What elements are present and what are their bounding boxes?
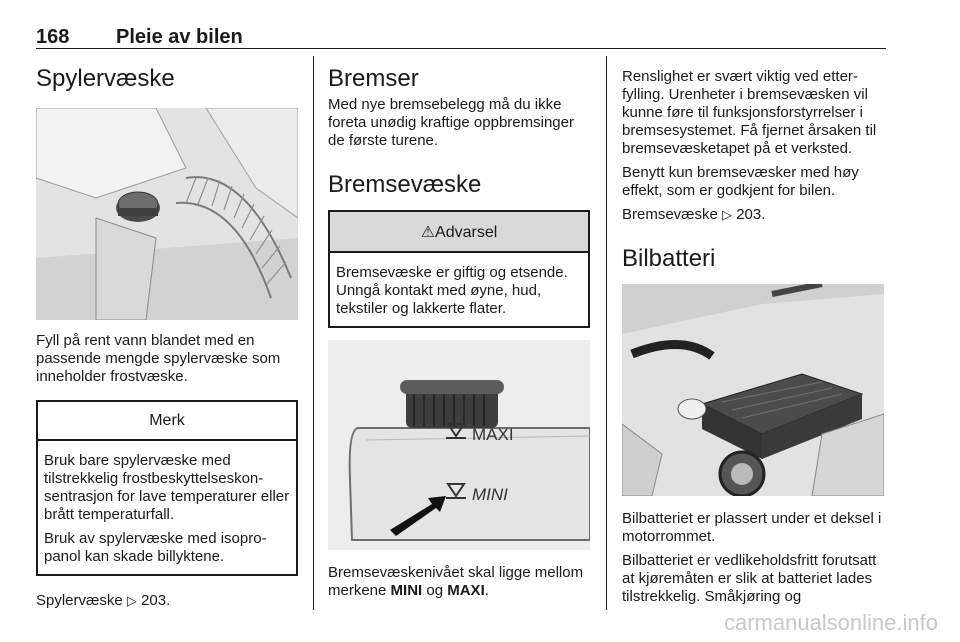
level-end: . <box>484 582 489 599</box>
cross-reference-page: 203. <box>736 206 766 223</box>
battery-maintenance-paragraph: Bilbatteriet er vedlikeholdsfritt forutsatt at kjøremåten er slik at batteriet lades tilstrekkelig. Småkjøring og <box>622 552 877 605</box>
warning-text: Bremsevæske er giftig og etsende. Unngå kontakt med øyne, hud, tekstiler og lakkerte flater. <box>336 264 568 317</box>
page-number: 168 <box>36 26 70 48</box>
warning-title: Advarsel <box>435 224 498 241</box>
battery-compartment-illustration <box>622 284 884 496</box>
battery-location-paragraph: Bilbatteriet er plassert under et deksel i motorrommet. <box>622 510 882 545</box>
running-title: Pleie av bilen <box>116 26 243 48</box>
section-heading-battery: Bilbatteri <box>622 245 716 272</box>
warning-box <box>328 210 590 328</box>
cleanliness-paragraph: Renslighet er svært viktig ved etterfylling. Urenheter i bremsevæsken vil kunne føre til funksjonsforstyrrelser i bremsesystemet. Få fjernet årsaken til bremsevæsketapet på et verksted. <box>622 68 877 157</box>
column-divider <box>606 56 607 610</box>
note-paragraph-1: Bruk bare spylervæske med tilstrekkelig frostbeskyttelseskonsentrasjon for lave temperaturer eller brått temperaturfall. <box>44 452 290 523</box>
level-mini: MINI <box>390 582 423 599</box>
brake-fluid-level-paragraph <box>328 564 590 600</box>
section-heading-washer-fluid: Spylervæske <box>36 65 175 92</box>
column-brakes <box>328 56 590 600</box>
reference-arrow-icon: ▷ <box>126 593 137 608</box>
brake-reservoir-illustration <box>328 340 590 550</box>
cross-reference-brake-fluid <box>622 206 888 224</box>
washer-reservoir-illustration <box>36 108 298 320</box>
header-rule <box>36 48 886 49</box>
level-og: og <box>426 582 444 599</box>
level-text: Bremsevæskenivået skal ligge mellom merkene <box>328 564 584 599</box>
warning-icon: ⚠ <box>420 224 436 241</box>
cross-reference-label: Spylervæske <box>36 592 123 609</box>
note-box <box>36 400 298 576</box>
cross-reference-washer <box>36 592 298 610</box>
note-body <box>38 441 296 574</box>
section-heading-brake-fluid: Bremsevæske <box>328 171 482 198</box>
warning-body <box>330 253 588 326</box>
washer-fluid-paragraph: Fyll på rent vann blandet med en passende mengde spylervæske som inneholder frostvæske. <box>36 332 281 385</box>
column-battery <box>622 56 888 606</box>
mini-label: MINI <box>472 485 508 504</box>
watermark: carmanualsonline.info <box>723 610 938 635</box>
page-header <box>36 26 886 50</box>
approved-fluid-paragraph: Benytt kun bremsevæsker med høy effekt, som er godkjent for bilen. <box>622 164 859 199</box>
battery-image <box>622 284 884 496</box>
brakes-intro-paragraph: Med nye bremsebelegg må du ikke foreta unødig kraftige oppbremsinger de første turene. <box>328 96 574 149</box>
warning-header <box>330 212 588 253</box>
column-washer-fluid <box>36 56 298 610</box>
washer-fluid-image <box>36 108 298 320</box>
level-maxi: MAXI <box>447 582 485 599</box>
note-paragraph-2: Bruk av spylervæske med isopropanol kan skade billyktene. <box>44 530 267 565</box>
brake-fluid-reservoir-image <box>328 340 590 550</box>
note-title: Merk <box>38 402 296 441</box>
cross-reference-label: Bremsevæske <box>622 206 718 223</box>
reference-arrow-icon: ▷ <box>722 207 733 222</box>
cross-reference-page: 203. <box>141 592 171 609</box>
section-heading-brakes: Bremser <box>328 65 419 92</box>
maxi-label: MAXI <box>472 425 514 444</box>
column-divider <box>313 56 314 610</box>
